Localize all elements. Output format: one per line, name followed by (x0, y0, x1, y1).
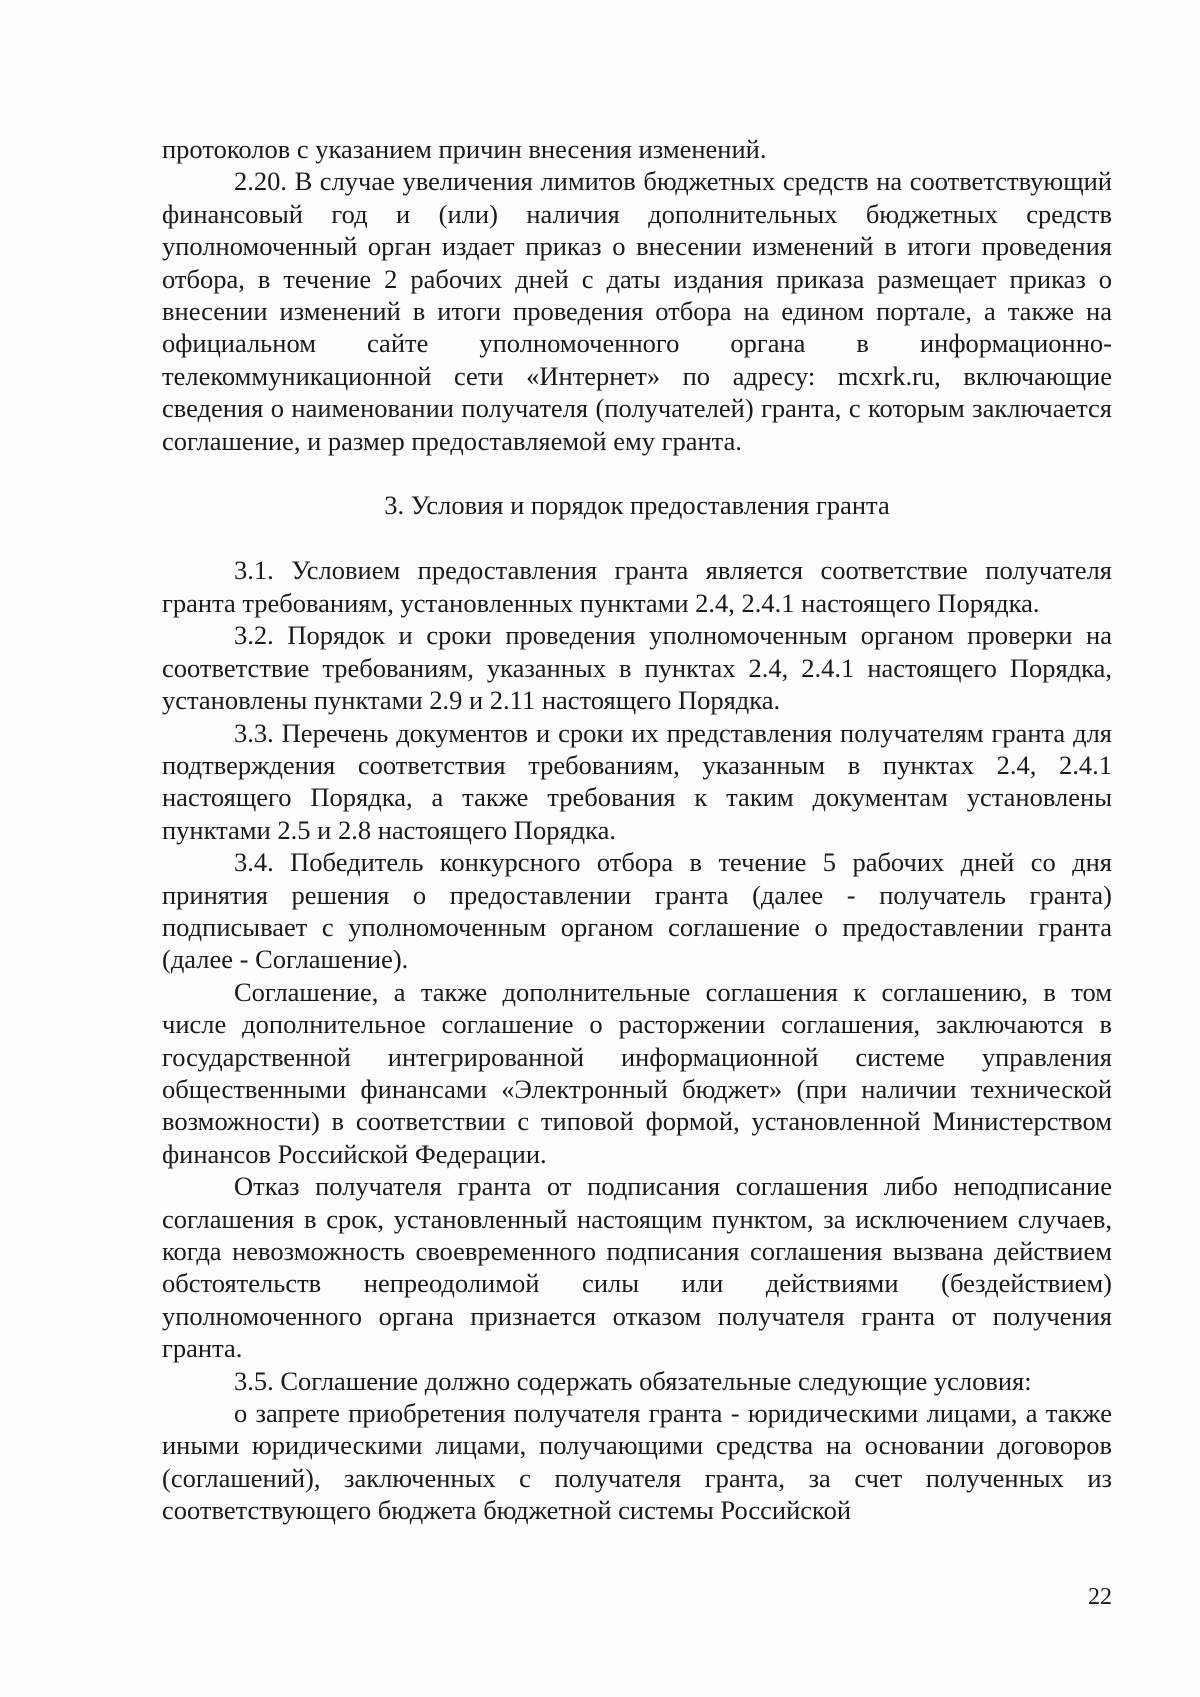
paragraph-3-2: 3.2. Порядок и сроки проведения уполномоченным органом проверки на соответствие требованиям, указанных в пунктах 2.4, 2.4.1 настоящего Порядка, установлены пунктами 2.9 и 2.11 настоящего Порядка. (162, 620, 1112, 716)
paragraph-3-4: 3.4. Победитель конкурсного отбора в течение 5 рабочих дней со дня принятия решения о предоставлении гранта (далее - получатель гранта) подписывает с уполномоченным органом соглашение о предоставлении гранта (далее - Соглашение). (162, 847, 1112, 975)
page-number: 22 (1088, 1584, 1112, 1610)
paragraph-prohibition: о запрете приобретения получателя гранта - юридическими лицами, а также иными юридическими лицами, получающими средства на основании договоров (соглашений), заключенных с получателя гранта, за счет полученных из соответствующего бюджета бюджетной системы Российской (162, 1398, 1112, 1526)
paragraph-3-1: 3.1. Условием предоставления гранта является соответствие получателя гранта требованиям, установленных пунктами 2.4, 2.4.1 настоящего Порядка. (162, 555, 1112, 618)
paragraph-refusal: Отказ получателя гранта от подписания соглашения либо неподписание соглашения в срок, установленный настоящим пунктом, за исключением случаев, когда невозможность своевременного подписания соглашения вызвана действием обстоятельств непреодолимой силы или действиями (бездействием) уполномоченного органа признается отказом получателя гранта от получения гранта. (162, 1171, 1112, 1364)
paragraph-agreement: Соглашение, а также дополнительные соглашения к соглашению, в том числе дополнительное соглашение о расторжении соглашения, заключаются в государственной интегрированной информационной системе управления общественными финансами «Электронный бюджет» (при наличии технической возможности) в соответствии с типовой формой, установленной Министерством финансов Российской Федерации. (162, 976, 1112, 1169)
section-heading: 3. Условия и порядок предоставления гранта (384, 490, 890, 521)
paragraph-continuation: протоколов с указанием причин внесения изменений. (162, 134, 767, 164)
paragraph-3-5: 3.5. Соглашение должно содержать обязательные следующие условия: (234, 1365, 1032, 1396)
document-body (162, 133, 1112, 1527)
paragraph-3-3: 3.3. Перечень документов и сроки их представления получателям гранта для подтверждения соответствия требованиям, указанным в пунктах 2.4, 2.4.1 настоящего Порядка, а также требования к таким документам установлены пунктами 2.5 и 2.8 настоящего Порядка. (162, 717, 1112, 845)
paragraph-2-20: 2.20. В случае увеличения лимитов бюджетных средств на соответствующий финансовый год и (или) наличия дополнительных бюджетных средств уполномоченный орган издает приказ о внесении изменений в итоги проведения отбора, в течение 2 рабочих дней с даты издания приказа размещает приказ о внесении изменений в итоги проведения отбора на едином портале, а также на официальном сайте уполномоченного органа в информационно-телекоммуникационной сети «Интернет» по адресу: mcxrk.ru, включающие сведения о наименовании получателя (получателей) гранта, с которым заключается соглашение, и размер предоставляемой ему гранта. (162, 166, 1112, 456)
